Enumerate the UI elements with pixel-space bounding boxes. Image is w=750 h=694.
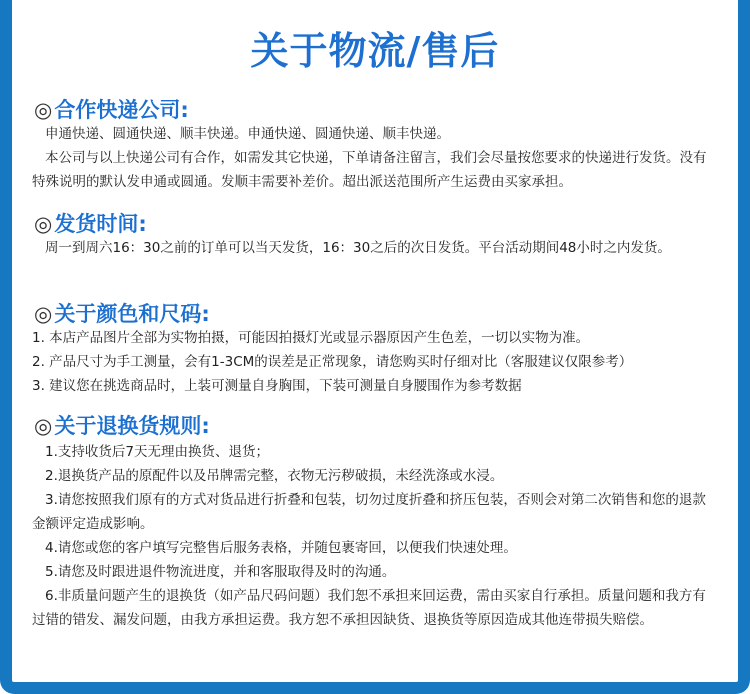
paragraph: 2. 产品尺寸为手工测量，会有1-3CM的误差是正常现象，请您购买时仔细对比（客服建议仅限参考） xyxy=(32,354,633,370)
paragraph: 周一到周六16：30之前的订单可以当天发货，16：30之后的次日发货。平台活动期间48小时之内发货。 xyxy=(45,240,671,256)
section-heading-label: 合作快递公司: xyxy=(54,98,189,122)
section-heading-courier xyxy=(34,94,189,124)
paragraph: 1.支持收货后7天无理由换货、退货； xyxy=(45,444,269,460)
paragraph: 4.请您或您的客户填写完整售后服务表格，并随包裹寄回，以便我们快速处理。 xyxy=(45,540,517,556)
bullet-icon: ◎ xyxy=(34,414,53,438)
paragraph: 本公司与以上快递公司有合作，如需发其它快递，下单请备注留言，我们会尽量按您要求的快递进行发货。没有特殊说明的默认发申通或圆通。发顺丰需要补差价。超出派送范围所产生运费由买家承担。 xyxy=(32,150,707,190)
bullet-icon: ◎ xyxy=(34,302,53,326)
section-heading-return-policy xyxy=(34,410,210,440)
bullet-icon: ◎ xyxy=(34,212,53,236)
paragraph: 2.退换货产品的原配件以及吊牌需完整，衣物无污秽破损，未经洗涤或水浸。 xyxy=(45,468,504,484)
section-heading-label: 关于退换货规则: xyxy=(54,414,210,438)
section-heading-shipping-time xyxy=(34,208,147,238)
section-heading-label: 关于颜色和尺码: xyxy=(54,302,210,326)
paragraph: 6.非质量问题产生的退换货（如产品尺码问题）我们恕不承担来回运费，需由买家自行承担。质量问题和我方有过错的错发、漏发问题，由我方承担运费。我方恕不承担因缺货、退换货等原因造成其他连带损失赔偿。 xyxy=(32,588,706,628)
section-heading-label: 发货时间: xyxy=(54,212,147,236)
paragraph: 申通快递、圆通快递、顺丰快递。申通快递、圆通快递、顺丰快递。 xyxy=(45,126,450,142)
paragraph: 3. 建议您在挑选商品时，上装可测量自身胸围，下装可测量自身腰围作为参考数据 xyxy=(32,378,522,394)
bullet-icon: ◎ xyxy=(34,98,53,122)
page-title: 关于物流/售后 xyxy=(250,29,500,73)
paragraph: 5.请您及时跟进退件物流进度，并和客服取得及时的沟通。 xyxy=(45,564,396,580)
section-heading-color-size xyxy=(34,298,210,328)
paragraph: 3.请您按照我们原有的方式对货品进行折叠和包装，切勿过度折叠和挤压包装，否则会对第二次销售和您的退款金额评定造成影响。 xyxy=(32,492,706,532)
paragraph: 1. 本店产品图片全部为实物拍摄，可能因拍摄灯光或显示器原因产生色差，一切以实物为准。 xyxy=(32,330,590,346)
